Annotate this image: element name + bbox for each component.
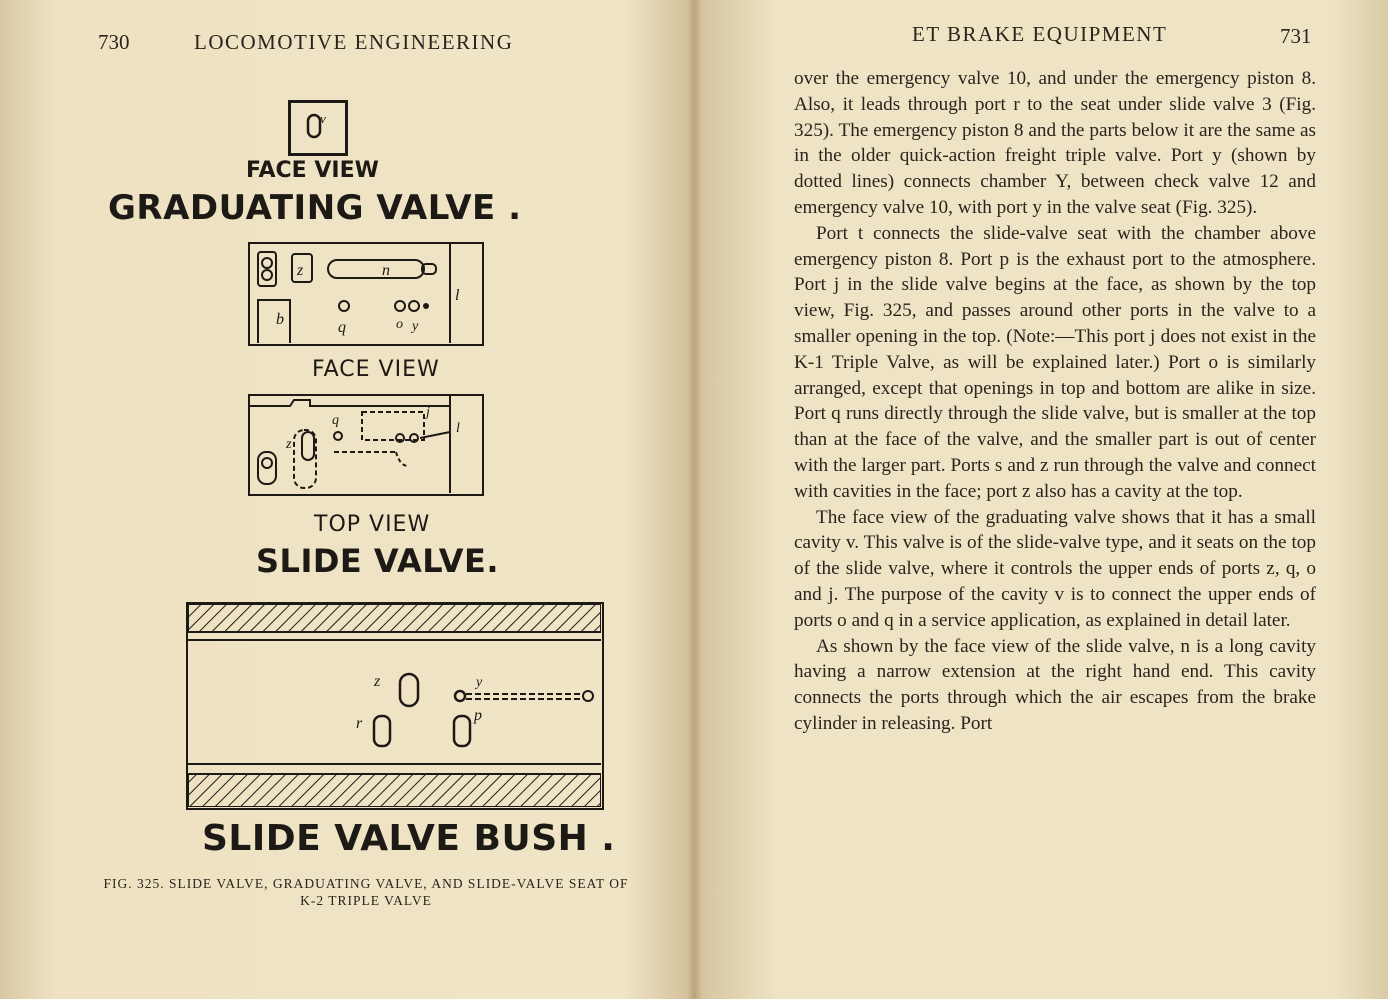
- cavity-n-shape: [328, 260, 424, 278]
- slide-valve-bush-svg: [188, 604, 601, 807]
- port-letter-n: n: [382, 262, 390, 279]
- slide-valve-bush-diagram: [186, 602, 604, 810]
- graduating-face-view-label: FACE VIEW: [246, 158, 379, 183]
- top-port-s-circle: [262, 458, 272, 468]
- top-edge-line: [250, 400, 450, 406]
- bush-bottom-hatch: [188, 774, 601, 807]
- bush-top-hatch: [188, 604, 601, 632]
- figure-caption: FIG. 325. SLIDE VALVE, GRADUATING VALVE, AND SLIDE-VALVE SEAT OF K-2 TRIPLE VALVE: [103, 876, 629, 908]
- bush-port-y-circle: [455, 691, 465, 701]
- top-port-j-dashed: [362, 412, 424, 440]
- top-port-q-circle: [334, 432, 342, 440]
- left-running-head: LOCOMOTIVE ENGINEERING: [194, 30, 514, 54]
- port-letter-o: o: [396, 317, 403, 332]
- port-s-circle-top: [262, 258, 272, 268]
- bush-port-letter-z: z: [374, 673, 381, 690]
- port-letter-y: y: [412, 319, 419, 334]
- paragraph-3: The face view of the graduating valve shows that it has a small cavity v. This valve is of the slide-valve type, and it seats on the top of the slide valve, where it controls the upper ends of ports z, q, o and j. The purpose of the cavity v is to connect the upper ends of ports o and q in a service application, as explained in detail later.: [794, 506, 1316, 631]
- graduating-valve-face-diagram: [288, 100, 348, 156]
- slide-valve-face-svg: [250, 244, 481, 343]
- top-port-o-path: [396, 452, 408, 466]
- cavity-v-shape: [308, 115, 320, 137]
- port-j-circle: [409, 301, 419, 311]
- paragraph-4: As shown by the face view of the slide valve, n is a long cavity having a narrow extension at the right hand end. This cavity connects the ports through which the air escapes from the brake cylinder in releasing. Port: [794, 635, 1316, 734]
- port-letter-v: v: [320, 111, 326, 126]
- bush-port-letter-p: p: [474, 707, 482, 724]
- port-letter-b: b: [276, 311, 284, 328]
- top-port-letter-j: j: [426, 405, 430, 420]
- port-letter-q: q: [338, 319, 346, 336]
- right-page-number: 731: [1280, 24, 1312, 48]
- slide-valve-top-svg: [250, 396, 481, 493]
- graduating-valve-title: GRADUATING VALVE .: [108, 188, 522, 228]
- port-y-dot: [423, 303, 429, 309]
- bush-port-y-end: [583, 691, 593, 701]
- slide-top-view-label: TOP VIEW: [314, 512, 431, 537]
- top-port-letter-l: l: [456, 421, 460, 436]
- port-o-circle: [395, 301, 405, 311]
- slide-valve-top-diagram: [248, 394, 484, 496]
- top-port-letter-z: z: [286, 437, 292, 452]
- cavity-b-shape: [258, 300, 290, 343]
- graduating-valve-face-svg: [291, 103, 345, 153]
- slide-valve-face-diagram: [248, 242, 484, 346]
- port-q-circle: [339, 301, 349, 311]
- slide-valve-bush-title: SLIDE VALVE BUSH .: [202, 818, 616, 859]
- port-s-circle-bottom: [262, 270, 272, 280]
- bush-port-z: [400, 674, 418, 706]
- port-letter-z: z: [297, 262, 304, 279]
- top-port-z-opening: [302, 432, 314, 460]
- bush-port-p: [454, 716, 470, 746]
- top-port-letter-q: q: [332, 413, 339, 428]
- slide-face-view-label: FACE VIEW: [312, 357, 440, 382]
- left-page-number: 730: [98, 30, 130, 54]
- right-page-body: [794, 66, 1316, 737]
- bush-port-r: [374, 716, 390, 746]
- port-letter-l: l: [455, 287, 460, 304]
- paragraph-2: Port t connects the slide-valve seat with the chamber above emergency piston 8. Port p is the exhaust port to the atmosphere. Port j in the slide valve begins at the face, as shown by the top view, Fig. 325, and passes around other ports in the valve to a smaller opening in the top. (Note:—This port j does not exist in the K-1 Triple Valve, as will be explained later.) Port o is similarly arranged, except that openings in top and bottom are alike in size. Port q runs directly through the slide valve, but is smaller at the top than at the face of the valve, and the smaller part is out of center with the larger part. Ports s and z run through the valve and connect with cavities in the face; port z also has a cavity at the top.: [794, 222, 1316, 502]
- paragraph-1: over the emergency valve 10, and under the emergency piston 8. Also, it leads through port r to the seat under slide valve 3 (Fig. 325). The emergency piston 8 and the parts below it are the same as in the older quick-action freight triple valve. Port y (shown by dotted lines) connects chamber Y, between check valve 12 and emergency valve 10, with port y in the valve seat (Fig. 325).: [794, 68, 1316, 218]
- bush-port-letter-y: y: [476, 675, 483, 690]
- right-running-head: ET BRAKE EQUIPMENT: [912, 22, 1168, 46]
- bush-port-letter-r: r: [356, 715, 363, 732]
- slide-valve-title: SLIDE VALVE.: [256, 542, 500, 580]
